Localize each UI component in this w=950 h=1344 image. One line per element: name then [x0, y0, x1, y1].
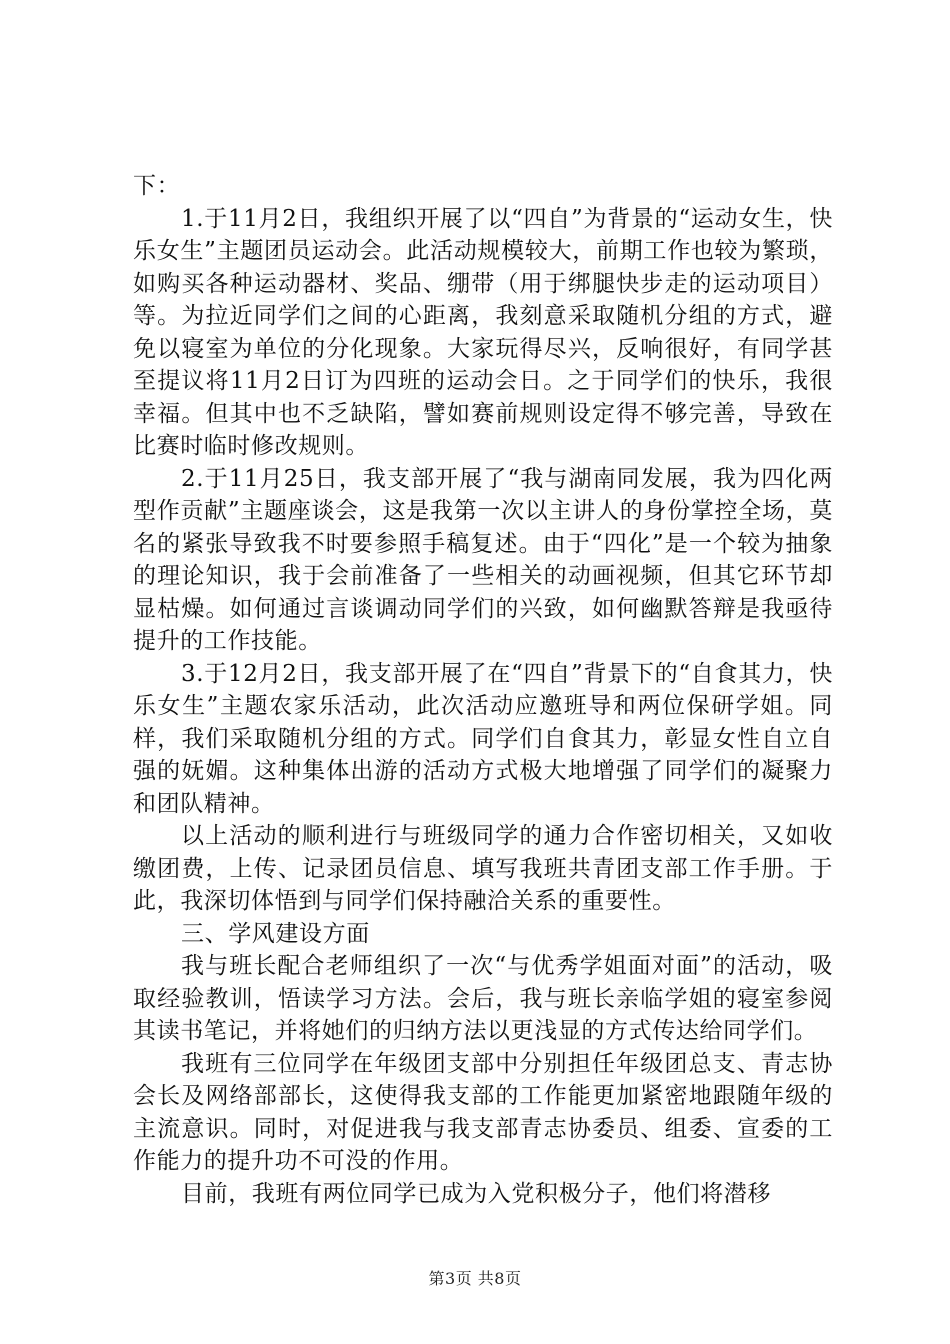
paragraph-study-3: 目前，我班有两位同学已成为入党积极分子，他们将潜移 [181, 1180, 771, 1207]
page-number-footer: 第3页 共8页 [428, 1269, 522, 1288]
section-heading: 三、学风建设方面 [181, 920, 370, 947]
paragraph-item-1: 1.于11月2日，我组织开展了以“四自”为背景的“运动女生，快乐女生”主题团员运动会。此活动规模较大，前期工作也较为繁琐，如购买各种运动器材、奖品、绷带（用于绑腿快步走的运动项目）等。为拉近同学们之间的心距离，我刻意采取随机分组的方式，避免以寝室为单位的分化现象。大家玩得尽兴，反响很好，有同学甚至提议将11月2日订为四班的运动会日。之于同学们的快乐，我很幸福。但其中也不乏缺陷，譬如赛前规则设定得不够完善，导致在比赛时临时修改规则。 [133, 205, 833, 459]
paragraph-intro: 下： [133, 173, 181, 199]
paragraph-study-1: 我与班长配合老师组织了一次“与优秀学姐面对面”的活动，吸取经验教训，悟读学习方法。会后，我与班长亲临学姐的寝室参阅其读书笔记，并将她们的归纳方法以更浅显的方式传达给同学们。 [133, 953, 833, 1044]
paragraph-study-2: 我班有三位同学在年级团支部中分别担任年级团总支、青志协会长及网络部部长，这使得我支部的工作能更加紧密地跟随年级的主流意识。同时，对促进我与我支部青志协委员、组委、宣委的工作能力的提升功不可没的作用。 [133, 1050, 833, 1174]
paragraph-item-3: 3.于12月2日，我支部开展了在“四自”背景下的“自食其力，快乐女生”主题农家乐活动，此次活动应邀班导和两位保研学姐。同样，我们采取随机分组的方式。同学们自食其力，彰显女性自立自强的妩媚。这种集体出游的活动方式极大地增强了同学们的凝聚力和团队精神。 [133, 660, 833, 817]
document-body [133, 170, 833, 1210]
paragraph-item-2: 2.于11月25日，我支部开展了“我与湖南同发展，我为四化两型作贡献”主题座谈会，这是我第一次以主讲人的身份掌控全场，莫名的紧张导致我不时要参照手稿复述。由于“四化”是一个较为抽象的理论知识，我于会前准备了一些相关的动画视频，但其它环节却显枯燥。如何通过言谈调动同学们的兴致，如何幽默答辩是我亟待提升的工作技能。 [133, 465, 833, 654]
paragraph-summary: 以上活动的顺利进行与班级同学的通力合作密切相关，又如收缴团费，上传、记录团员信息、填写我班共青团支部工作手册。于此，我深切体悟到与同学们保持融洽关系的重要性。 [133, 823, 833, 914]
